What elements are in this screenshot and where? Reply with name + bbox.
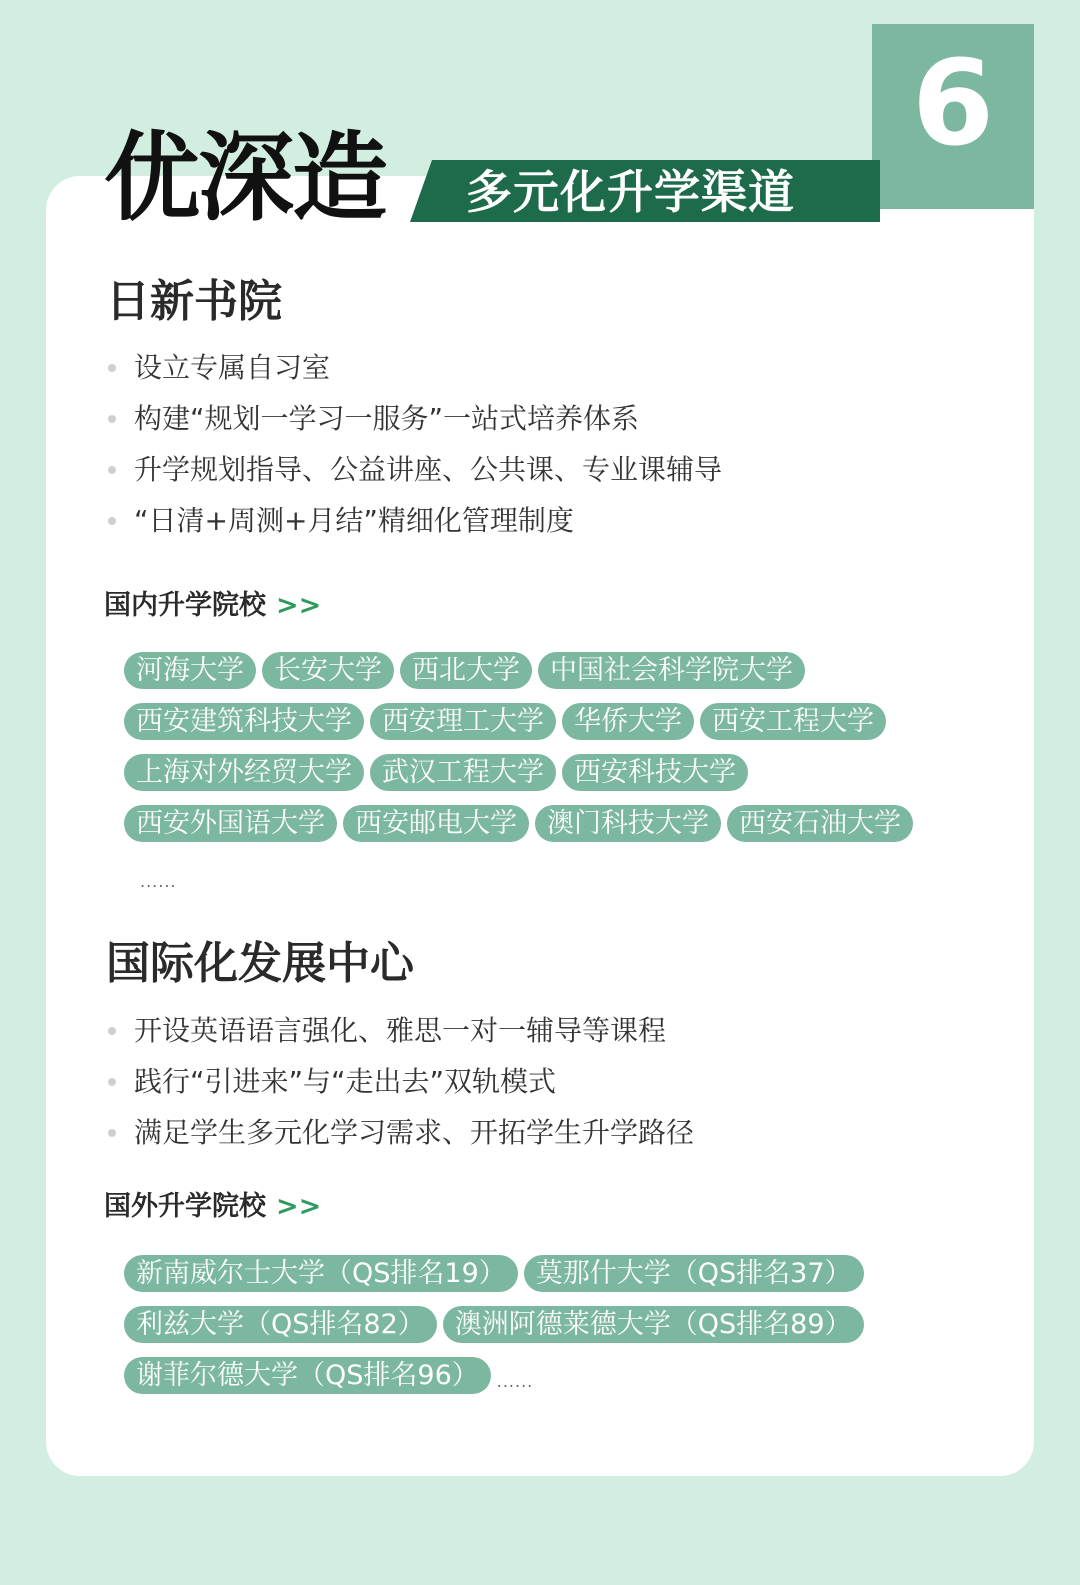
school-tag: 华侨大学	[562, 703, 694, 740]
page-title: 优深造	[104, 122, 386, 234]
bullet-dot-icon	[108, 466, 116, 474]
bullet-item	[108, 1056, 694, 1107]
bullet-dot-icon	[108, 517, 116, 525]
school-tag: 中国社会科学院大学	[538, 652, 805, 689]
domestic-school-row	[124, 652, 805, 689]
school-tag: 利兹大学（QS排名82）	[124, 1306, 437, 1343]
school-tag: 西安邮电大学	[343, 805, 529, 842]
bullet-dot-icon	[108, 1027, 116, 1035]
more-ellipsis: ......	[496, 1372, 534, 1391]
bullet-dot-icon	[108, 1078, 116, 1086]
school-tag: 西安工程大学	[700, 703, 886, 740]
double-arrow-icon: >>	[276, 590, 322, 621]
bullet-dot-icon	[108, 1129, 116, 1137]
international-bullet-list	[108, 1005, 694, 1158]
section-title-international: 国际化发展中心	[106, 938, 414, 989]
double-arrow-icon: >>	[276, 1191, 322, 1222]
school-tag: 西安外国语大学	[124, 805, 337, 842]
overseas-school-row	[124, 1357, 533, 1394]
domestic-schools-label-text: 国内升学院校	[104, 590, 266, 621]
rixin-bullet-list	[108, 342, 722, 546]
school-tag: 西安石油大学	[727, 805, 913, 842]
bullet-text: “日清+周测+月结”精细化管理制度	[134, 504, 574, 537]
bullet-item	[108, 393, 722, 444]
bullet-text: 设立专属自习室	[134, 351, 331, 384]
school-tag: 莫那什大学（QS排名37）	[524, 1255, 864, 1292]
school-tag: 澳洲阿德莱德大学（QS排名89）	[443, 1306, 864, 1343]
school-tag: 西安建筑科技大学	[124, 703, 364, 740]
bullet-item	[108, 444, 722, 495]
school-tag: 西北大学	[400, 652, 532, 689]
domestic-school-row	[124, 754, 748, 791]
bullet-text: 构建“规划一学习一服务”一站式培养体系	[134, 402, 640, 435]
school-tag: 武汉工程大学	[370, 754, 556, 791]
bullet-dot-icon	[108, 415, 116, 423]
bullet-text: 升学规划指导、公益讲座、公共课、专业课辅导	[134, 453, 723, 486]
school-tag: 谢菲尔德大学（QS排名96）	[124, 1357, 491, 1394]
overseas-schools-label-text: 国外升学院校	[104, 1191, 266, 1222]
section-number: 6	[911, 34, 995, 172]
school-tag: 河海大学	[124, 652, 256, 689]
overseas-school-row	[124, 1255, 864, 1292]
school-tag: 西安科技大学	[562, 754, 748, 791]
section-title-rixin: 日新书院	[106, 276, 282, 327]
school-tag: 新南威尔士大学（QS排名19）	[124, 1255, 518, 1292]
domestic-school-row	[124, 703, 886, 740]
bullet-text: 开设英语语言强化、雅思一对一辅导等课程	[134, 1014, 667, 1047]
bullet-dot-icon	[108, 364, 116, 372]
school-tag: 西安理工大学	[370, 703, 556, 740]
school-tag: 上海对外经贸大学	[124, 754, 364, 791]
domestic-schools-label	[104, 592, 321, 619]
bullet-text: 践行“引进来”与“走出去”双轨模式	[134, 1065, 557, 1098]
domestic-school-row	[124, 805, 913, 842]
school-tag: 澳门科技大学	[535, 805, 721, 842]
bullet-text: 满足学生多元化学习需求、开拓学生升学路径	[134, 1116, 695, 1149]
overseas-school-row	[124, 1306, 864, 1343]
bullet-item	[108, 495, 722, 546]
more-ellipsis: ......	[140, 872, 177, 891]
bullet-item	[108, 342, 722, 393]
school-tag: 长安大学	[262, 652, 394, 689]
overseas-schools-label	[104, 1193, 321, 1220]
bullet-item	[108, 1107, 694, 1158]
bullet-item	[108, 1005, 694, 1056]
page-subtitle: 多元化升学渠道	[466, 165, 795, 219]
